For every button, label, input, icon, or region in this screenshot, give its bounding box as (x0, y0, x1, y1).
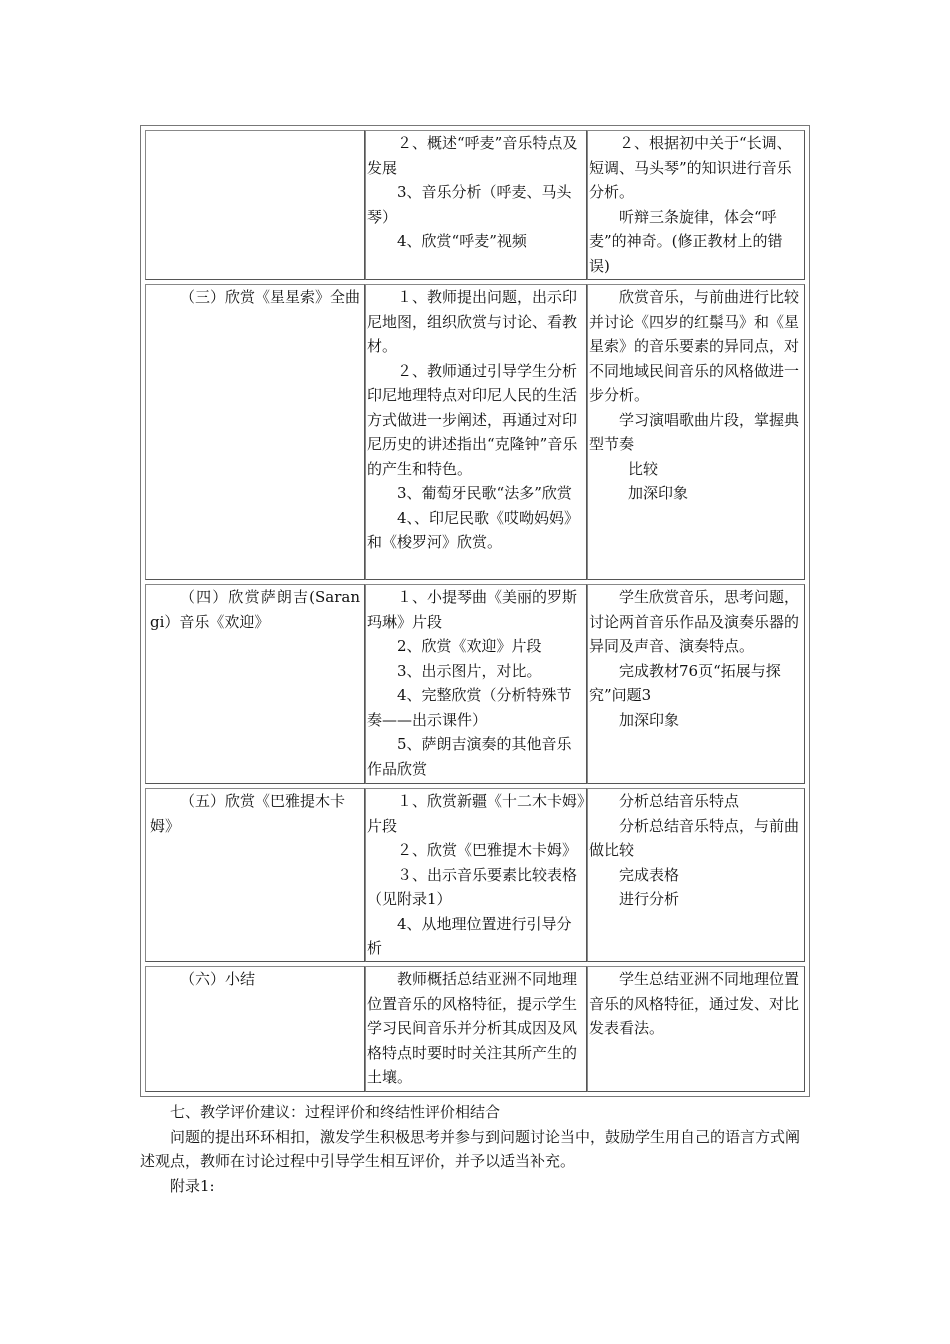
student-item: 完成表格 (619, 865, 680, 884)
teacher-item: 3、音乐分析（呼麦、马头琴） (367, 183, 572, 226)
row-label: （六）小结 (180, 970, 256, 988)
student-item: 进行分析 (619, 890, 680, 908)
row-2-teacher-cell (365, 284, 587, 580)
teacher-item: １、小提琴曲《美丽的罗斯玛琳》片段 (367, 588, 578, 631)
teacher-item: 4、欣赏“呼麦”视频 (397, 232, 527, 250)
section-heading: 七、教学评价建议：过程评价和终结性评价相结合 (170, 1103, 501, 1121)
student-item: 学习演唱歌曲片段，掌握典型节奏 (589, 410, 800, 453)
teacher-item: ２、教师通过引导学生分析印尼地理特点对印尼人民的生活方式做进一步阐述，再通过对印尼历史的讲述指出“克隆钟”音乐的产生和特色。 (367, 361, 578, 478)
teacher-item: 3、葡萄牙民歌“法多”欣赏 (397, 484, 572, 502)
row-1-label-cell (145, 130, 365, 280)
evaluation-section (140, 1100, 812, 1198)
row-5-student-cell (587, 966, 805, 1092)
row-label: （三）欣赏《星星索》全曲 (180, 288, 361, 306)
evaluation-paragraph: 问题的提出环环相扣，激发学生积极思考并参与到问题讨论当中，鼓励学生用自己的语言方式阐述观点，教师在讨论过程中引导学生相互评价，并予以适当补充。 (140, 1127, 801, 1170)
teacher-item: 4、、印尼民歌《哎呦妈妈》和《梭罗河》欣赏。 (367, 508, 580, 551)
row-1-teacher-cell (365, 130, 587, 280)
student-item: 学生总结亚洲不同地理位置音乐的风格特征，通过发、对比发表看法。 (589, 970, 800, 1037)
lesson-table (140, 125, 810, 1097)
row-4-teacher-cell (365, 788, 587, 962)
teacher-item: 2、欣赏《欢迎》片段 (397, 637, 542, 655)
teacher-item: ２、概述“呼麦”音乐特点及发展 (367, 134, 578, 177)
student-item: 加深印象 (628, 484, 689, 502)
row-2-student-cell (587, 284, 805, 580)
student-item: 分析总结音乐特点 (619, 792, 740, 810)
teacher-item: 4、完整欣赏（分析特殊节奏——出示课件） (367, 686, 572, 729)
row-3-label-cell (145, 584, 365, 784)
student-item: ２、根据初中关于“长调、短调、马头琴”的知识进行音乐分析。 (589, 134, 792, 201)
row-3-teacher-cell (365, 584, 587, 784)
row-4-label-cell (145, 788, 365, 962)
student-item: 加深印象 (619, 710, 680, 729)
student-item: 完成教材76页“拓展与探究”问题3 (589, 661, 781, 704)
row-4-student-cell (587, 788, 805, 962)
row-5-label-cell (145, 966, 365, 1092)
student-item: 听辩三条旋律，体会“呼麦”的神奇。(修正教材上的错误) (589, 207, 783, 275)
student-item: 比较 (628, 459, 659, 478)
student-item: 分析总结音乐特点，与前曲做比较 (589, 816, 800, 859)
teacher-item: 教师概括总结亚洲不同地理位置音乐的风格特征，提示学生学习民间音乐并分析其成因及风格特点时要时时关注其所产生的土壤。 (367, 970, 578, 1086)
row-5-teacher-cell (365, 966, 587, 1092)
row-2-label-cell (145, 284, 365, 580)
teacher-item: 5、萨朗吉演奏的其他音乐作品欣赏 (367, 735, 572, 778)
teacher-item: ２、欣赏《巴雅提木卡姆》 (397, 841, 578, 859)
teacher-item: 4、从地理位置进行引导分析 (367, 914, 572, 957)
appendix-label: 附录1: (170, 1176, 215, 1195)
teacher-item: １、教师提出问题，出示印尼地图，组织欣赏与讨论、看教材。 (367, 288, 578, 355)
row-label: （五）欣赏《巴雅提木卡姆》 (150, 792, 346, 835)
teacher-item: ３、出示音乐要素比较表格（见附录1） (367, 865, 578, 908)
teacher-item: １、欣赏新疆《十二木卡姆》片段 (367, 792, 585, 835)
student-item: 欣赏音乐，与前曲进行比较并讨论《四岁的红鬃马》和《星星索》的音乐要素的异同点，对不同地域民间音乐的风格做进一步分析。 (589, 288, 800, 404)
student-item: 学生欣赏音乐，思考问题，讨论两首音乐作品及演奏乐器的异同及声音、演奏特点。 (589, 588, 800, 655)
row-label: （四）欣赏萨朗吉(Sarangi）音乐《欢迎》 (150, 588, 360, 631)
row-1-student-cell (587, 130, 805, 280)
teacher-item: 3、出示图片，对比。 (397, 661, 542, 680)
row-3-student-cell (587, 584, 805, 784)
